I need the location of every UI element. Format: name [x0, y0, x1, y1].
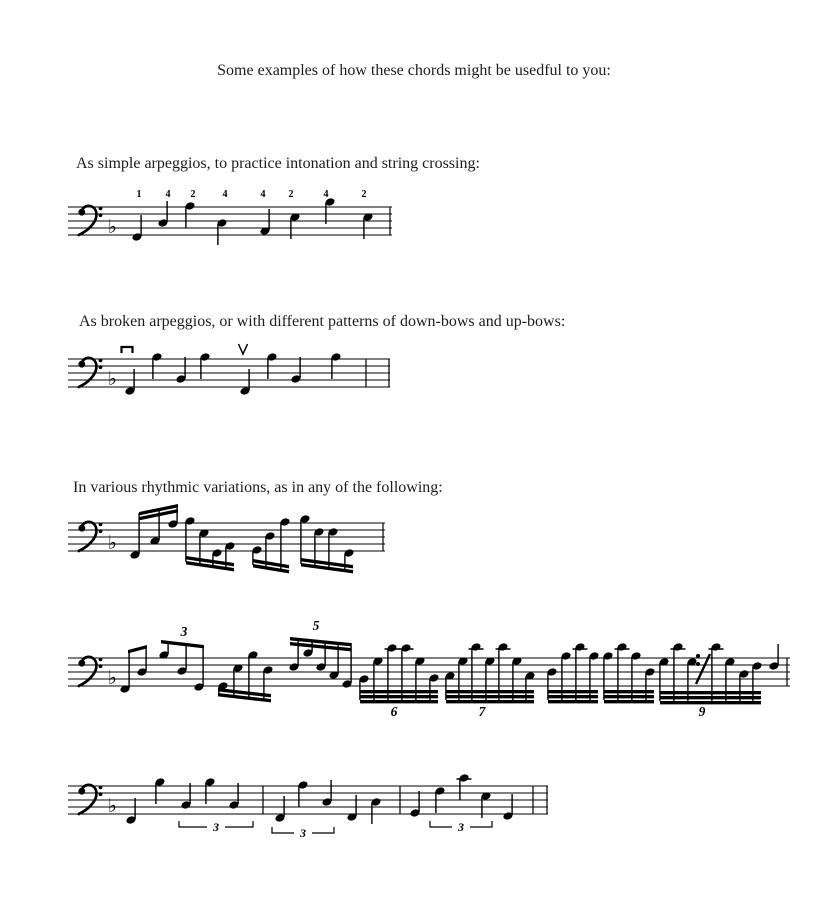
note	[457, 773, 472, 800]
note	[324, 197, 335, 224]
note	[216, 218, 227, 245]
bass-clef-icon	[78, 206, 102, 235]
flat-sign: ♭	[108, 216, 117, 238]
note	[175, 357, 186, 384]
tuplet-number: 7	[478, 704, 486, 719]
note	[184, 201, 195, 228]
note	[259, 209, 270, 236]
note	[125, 798, 136, 825]
bass-clef-icon	[78, 358, 102, 387]
flat-sign: ♭	[108, 532, 117, 554]
note	[176, 643, 187, 676]
note	[484, 656, 495, 700]
beam	[360, 695, 438, 698]
note	[299, 514, 310, 564]
beam	[660, 701, 761, 704]
note	[297, 780, 308, 807]
fingering-label: 4	[323, 189, 329, 200]
note	[279, 517, 290, 569]
note	[346, 795, 357, 822]
fingering-label: 2	[361, 189, 367, 200]
flat-sign: ♭	[108, 795, 117, 817]
beam	[548, 695, 598, 698]
note	[129, 513, 140, 560]
beam	[604, 700, 654, 703]
beam	[548, 690, 598, 693]
tuplet-number: 9	[698, 704, 706, 719]
fingering-label: 4	[260, 189, 266, 200]
tuplet-number: 3	[300, 826, 306, 840]
bass-clef-icon	[78, 657, 102, 686]
beam	[660, 696, 761, 699]
note	[370, 797, 381, 824]
up-bow-icon	[239, 344, 248, 354]
note	[180, 783, 191, 810]
tuplet-number: 5	[312, 618, 320, 633]
note	[751, 661, 762, 701]
beam	[548, 700, 598, 703]
down-bow-icon	[122, 347, 133, 353]
fingering-label: 4	[165, 189, 171, 200]
fingering-label: 1	[136, 189, 142, 200]
beam	[360, 690, 438, 693]
bass-clef-icon	[78, 785, 102, 814]
beam	[446, 690, 534, 693]
tuplet-number: 3	[458, 820, 464, 834]
page-title: Some examples of how these chords might be usedful to you:	[217, 62, 611, 79]
staff-rhythmic-variation-3	[68, 773, 548, 840]
staff-broken-arpeggios	[68, 344, 390, 396]
staff-rhythmic-variation-2	[68, 618, 790, 719]
beam	[604, 690, 654, 693]
fingering-label: 2	[190, 189, 196, 200]
note	[302, 640, 313, 658]
fingering-label: 2	[288, 189, 294, 200]
note	[372, 656, 383, 700]
beam	[660, 691, 761, 694]
beam	[604, 695, 654, 698]
instruction-simple-arpeggios: As simple arpeggios, to practice intonation and string crossing:	[76, 155, 480, 172]
note	[414, 656, 425, 700]
beam	[446, 700, 534, 703]
note	[247, 650, 258, 697]
beam	[360, 700, 438, 703]
staff-rhythmic-variation-1	[68, 504, 385, 573]
instruction-broken-arpeggios: As broken arpeggios, or with different patterns of down-bows and up-bows:	[79, 313, 566, 330]
flat-sign: ♭	[108, 368, 117, 390]
tuplet-number: 3	[180, 624, 188, 639]
note	[193, 645, 204, 692]
tuplet-number: 6	[390, 704, 398, 719]
beam	[128, 645, 147, 653]
beam	[446, 695, 534, 698]
bass-clef-icon	[78, 522, 102, 551]
tuplet-number: 3	[213, 820, 219, 834]
fingering-label: 4	[222, 189, 228, 200]
staff-simple-arpeggios	[68, 189, 392, 245]
instruction-rhythmic-variations: In various rhythmic variations, as in any of the following:	[73, 479, 443, 496]
note	[511, 656, 522, 700]
note	[409, 791, 420, 818]
flat-sign: ♭	[108, 667, 117, 689]
note	[290, 357, 301, 384]
note	[228, 783, 239, 810]
note	[768, 644, 779, 671]
note	[457, 656, 468, 700]
